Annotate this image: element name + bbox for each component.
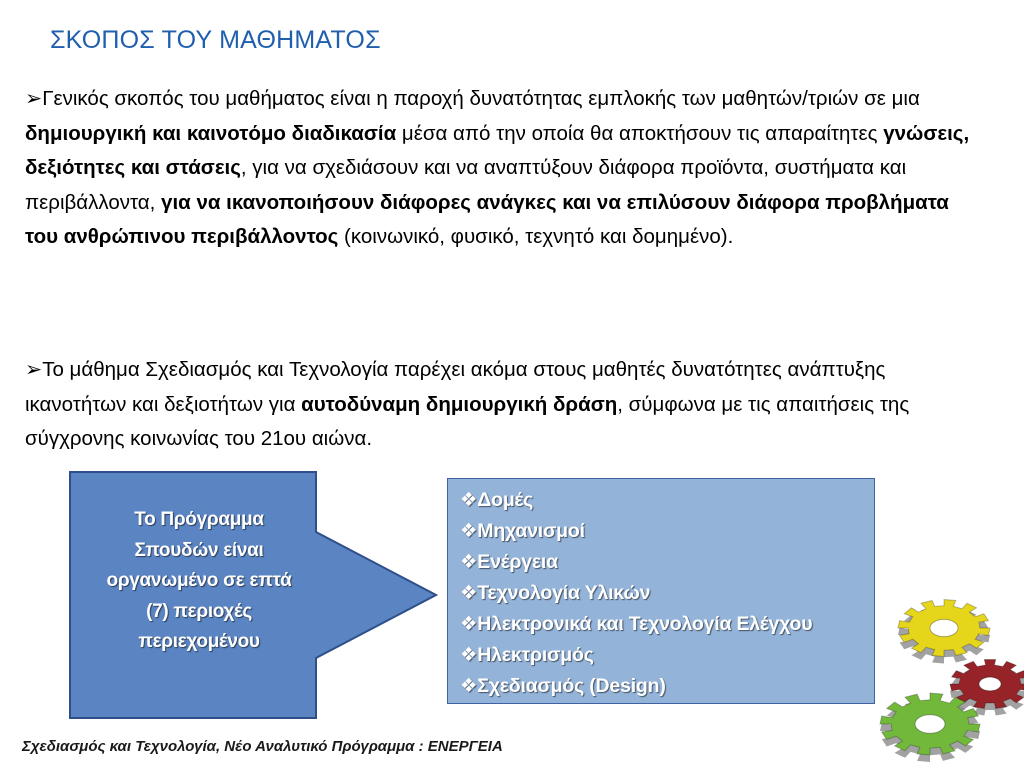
list-item: ❖Ηλεκτρισμός: [460, 644, 594, 666]
list-item: ❖Δομές: [460, 489, 534, 511]
bullet-arrow-icon: ➢: [25, 87, 43, 110]
list-item: ❖Μηχανισμοί: [460, 520, 585, 542]
diamond-bullet-icon: ❖: [460, 489, 478, 511]
content-areas-list: [448, 479, 874, 702]
bullet-arrow-icon: ➢: [25, 358, 43, 381]
footer-text: Σχεδιασμός και Τεχνολογία, Νέο Αναλυτικό Πρόγραμμα : ΕΝΕΡΓΕΙΑ: [22, 738, 503, 755]
diamond-bullet-icon: ❖: [460, 520, 478, 542]
skills-paragraph: ➢Το μάθημα Σχεδιασμός και Τεχνολογία παρέχει ακόμα στους μαθητές δυνατότητες ανάπτυξης ικανοτήτων και δεξιοτήτων για αυτοδύναμη δημιουργική δράση, σύμφωνα με τις απαιτήσεις της σύγχρονης κοινωνίας του 21ου αιώνα.: [25, 358, 910, 450]
list-item: ❖Ενέργεια: [460, 551, 558, 573]
diamond-bullet-icon: ❖: [460, 613, 478, 635]
diamond-bullet-icon: ❖: [460, 675, 478, 697]
slide-title: ΣΚΟΠΟΣ ΤΟΥ ΜΑΘΗΜΑΤΟΣ: [50, 26, 381, 54]
curriculum-arrow-text: Το Πρόγραμμα Σπουδών είναι οργανωμένο σε επτά (7) περιοχές περιεχομένου: [106, 509, 292, 652]
list-item: ❖Τεχνολογία Υλικών: [460, 582, 651, 604]
list-item: ❖Σχεδιασμός (Design): [460, 675, 666, 697]
gears-icon: [872, 586, 1024, 768]
list-item: ❖Ηλεκτρονικά και Τεχνολογία Ελέγχου: [460, 613, 813, 635]
diamond-bullet-icon: ❖: [460, 551, 478, 573]
purpose-paragraph: ➢Γενικός σκοπός του μαθήματος είναι η παροχή δυνατότητας εμπλοκής των μαθητών/τριών σε μια δημιουργική και καινοτόμο διαδικασία μέσα από την οποία θα αποκτήσουν τις απαραίτητες γνώσεις, δεξιότητες και στάσεις, για να σχεδιάσουν και να αναπτύξουν διάφορα προϊόντα, συστήματα και περιβάλλοντα, για να ικανοποιήσουν διάφορες ανάγκες και να επιλύσουν διάφορα προβλήματα του ανθρώπινου περιβάλλοντος (κοινωνικό, φυσικό, τεχνητό και δομημένο).: [25, 87, 970, 248]
content-areas-box: [447, 478, 875, 704]
diamond-bullet-icon: ❖: [460, 644, 478, 666]
yellow-gear-icon: [898, 600, 990, 664]
diamond-bullet-icon: ❖: [460, 582, 478, 604]
